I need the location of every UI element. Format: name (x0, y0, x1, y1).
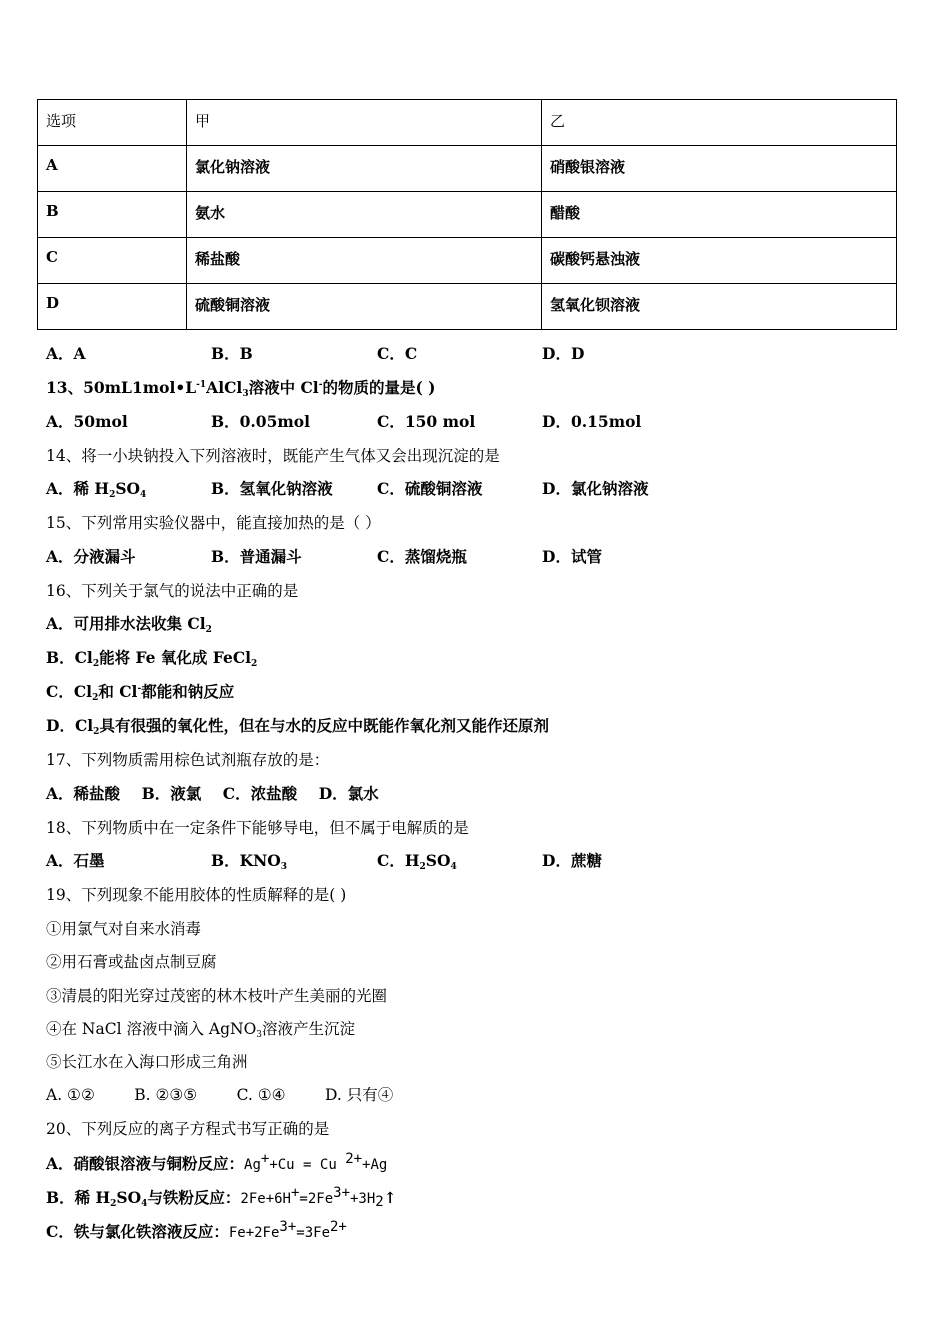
table-cell: 氯化钠溶液 (187, 146, 542, 192)
table-header-cell: 甲 (187, 100, 542, 146)
q18-sub: 3 (280, 862, 288, 872)
q16-option-c-text: 和 Cl (98, 682, 138, 701)
q18-option-b-text: B．KNO (211, 851, 281, 870)
q14-option-a (46, 477, 146, 500)
table-cell: 醋酸 (542, 192, 897, 238)
q13-text: 的物质的量是( ) (322, 378, 436, 397)
q12-option-a: A．A (46, 344, 86, 363)
q16-option-b-text: 能将 Fe 氧化成 FeCl (99, 648, 252, 667)
table-header-row (38, 100, 897, 146)
q20-sub: 4 (141, 1199, 148, 1209)
q16-option-d-text: 具有很强的氧化性，但在与水的反应中既能作氧化剂又能作还原剂 (99, 716, 549, 735)
q12-option-b: B．B (211, 344, 253, 363)
q15-option-d: D．试管 (542, 547, 602, 566)
q15-option-b: B．普通漏斗 (211, 547, 302, 566)
q20-equation: Ag (244, 1157, 261, 1173)
q14-options (46, 477, 906, 499)
table-header-cell: 选项 (38, 100, 187, 146)
table-row (38, 284, 897, 330)
q20-sub: 2 (110, 1199, 117, 1209)
q15-options (46, 545, 906, 567)
q14-sub: 4 (140, 490, 147, 500)
q20-sup: 3+ (279, 1219, 297, 1235)
q18-sub: 2 (419, 862, 426, 872)
table-cell: 稀盐酸 (187, 238, 542, 284)
q19-item: ⑤长江水在入海口形成三角洲 (46, 1053, 248, 1071)
q17-stem: 17、下列物质需用棕色试剂瓶存放的是： (46, 751, 330, 769)
q16-option-c-text: C．Cl (46, 682, 93, 701)
q16-option-a (46, 612, 212, 635)
q13-text: 溶液中 Cl (248, 378, 319, 397)
q20-equation: =2Fe (299, 1191, 334, 1207)
q14-sub: 2 (109, 490, 116, 500)
q13-option-b: B．0.05mol (211, 412, 310, 431)
q13-options (46, 410, 906, 432)
q19-item: ②用石膏或盐卤点制豆腐 (46, 953, 217, 971)
q19-stem: 19、下列现象不能用胶体的性质解释的是( ) (46, 886, 347, 904)
q12-option-d: D．D (542, 344, 585, 363)
q16-sub: 2 (205, 625, 212, 635)
q13-text: AlCl (206, 378, 243, 397)
q20-sub: 2 (375, 1194, 384, 1210)
q15-stem: 15、下列常用实验仪器中，能直接加热的是（ ） (46, 514, 381, 532)
q14-option-a-text: SO (115, 479, 141, 498)
table-cell: 硝酸银溶液 (542, 146, 897, 192)
q18-option-d: D．蔗糖 (542, 851, 602, 870)
q20-sup: 2+ (345, 1151, 363, 1167)
q18-option-c-text: C．H (377, 851, 420, 870)
q17-options: A．稀盐酸 B．液氯 C．浓盐酸 D．氯水 (46, 784, 379, 803)
q16-option-d (46, 714, 549, 737)
q18-option-c (377, 849, 457, 872)
q13-option-d: D．0.15mol (542, 412, 642, 431)
q20-equation: +3H (350, 1191, 376, 1207)
table-cell: 氨水 (187, 192, 542, 238)
q14-option-d: D．氯化钠溶液 (542, 479, 649, 498)
q13-text: 13、50mL1mol•L (46, 378, 197, 397)
q12-options (46, 342, 906, 364)
q20-option-b-text: 与铁粉反应： (147, 1188, 241, 1207)
q19-item: ①用氯气对自来水消毒 (46, 920, 202, 938)
table-header-cell: 乙 (542, 100, 897, 146)
q14-option-b: B．氢氧化钠溶液 (211, 479, 333, 498)
options-table (37, 99, 897, 330)
q13-sup: -1 (196, 380, 207, 390)
gas-arrow-icon: ↑ (383, 1188, 397, 1207)
q16-sub: 2 (92, 659, 100, 669)
q15-option-a: A．分液漏斗 (46, 547, 136, 566)
q14-stem: 14、将一小块钠投入下列溶液时，既能产生气体又会出现沉淀的是 (46, 447, 500, 465)
table-cell: D (38, 284, 187, 330)
table-cell: C (38, 238, 187, 284)
q20-option-a (46, 1151, 387, 1174)
q13-option-a: A．50mol (46, 412, 128, 431)
q20-sup: 2+ (330, 1219, 347, 1235)
q18-sub: 4 (450, 862, 457, 872)
q20-equation: 2Fe+6H (240, 1191, 291, 1207)
q16-sub: 2 (251, 659, 258, 669)
q13-sub: 3 (242, 389, 249, 399)
table-cell: 氢氧化钡溶液 (542, 284, 897, 330)
q18-stem: 18、下列物质中在一定条件下能够导电，但不属于电解质的是 (46, 819, 469, 837)
q16-stem: 16、下列关于氯气的说法中正确的是 (46, 582, 299, 600)
table-row (38, 238, 897, 284)
q19-item (46, 1017, 355, 1040)
q20-equation: =3Fe (296, 1225, 330, 1241)
q20-option-c (46, 1219, 347, 1242)
table-cell: 碳酸钙悬浊液 (542, 238, 897, 284)
q16-option-b-text: B．Cl (46, 648, 93, 667)
q20-equation: +Cu = Cu (269, 1157, 346, 1173)
table-cell: A (38, 146, 187, 192)
q20-equation: +Ag (362, 1157, 388, 1173)
q12-option-c: C．C (377, 344, 418, 363)
q18-option-c-text: SO (425, 851, 451, 870)
q16-option-c (46, 680, 234, 703)
q20-option-b-text: SO (116, 1188, 142, 1207)
q20-option-c-text: C．铁与氯化铁溶液反应： (46, 1222, 229, 1241)
q19-item: ③清晨的阳光穿过茂密的林木枝叶产生美丽的光圈 (46, 987, 388, 1005)
q20-sup: + (290, 1185, 300, 1201)
q16-option-b (46, 646, 257, 669)
table-row (38, 192, 897, 238)
q20-equation: Fe+2Fe (228, 1225, 280, 1241)
q14-option-c: C．硫酸铜溶液 (377, 479, 483, 498)
table-cell: B (38, 192, 187, 238)
q18-option-a: A．石墨 (46, 851, 105, 870)
q19-item-text: 溶液产生沉淀 (262, 1020, 356, 1038)
q15-option-c: C．蒸馏烧瓶 (377, 547, 467, 566)
table-cell: 硫酸铜溶液 (187, 284, 542, 330)
q16-sub: 2 (92, 693, 99, 703)
q13-option-c: C．150 mol (377, 412, 476, 431)
q18-options (46, 849, 906, 871)
q18-option-b (211, 849, 287, 872)
q13-stem (46, 376, 436, 399)
q16-option-d-text: D．Cl (46, 716, 94, 735)
q16-option-a-text: A．可用排水法收集 Cl (46, 614, 206, 633)
q13-sup: - (318, 380, 323, 390)
q14-option-a-text: A．稀 H (46, 479, 110, 498)
q20-option-b (46, 1185, 397, 1210)
q19-item-text: ④在 NaCl 溶液中滴入 AgNO (46, 1020, 257, 1038)
q16-sup: - (137, 684, 142, 694)
q19-sub: 3 (256, 1030, 263, 1040)
q16-sub: 2 (93, 727, 100, 737)
q20-sup: 3+ (333, 1185, 350, 1201)
q20-option-b-text: B．稀 H (46, 1188, 111, 1207)
q19-options: A. ①② B. ②③⑤ C. ①④ D. 只有④ (46, 1086, 394, 1104)
q20-option-a-text: A．硝酸银溶液与铜粉反应： (46, 1154, 245, 1173)
q20-stem: 20、下列反应的离子方程式书写正确的是 (46, 1120, 330, 1138)
table-row (38, 146, 897, 192)
q20-sup: + (260, 1151, 270, 1167)
q16-option-c-text: 都能和钠反应 (141, 682, 235, 701)
